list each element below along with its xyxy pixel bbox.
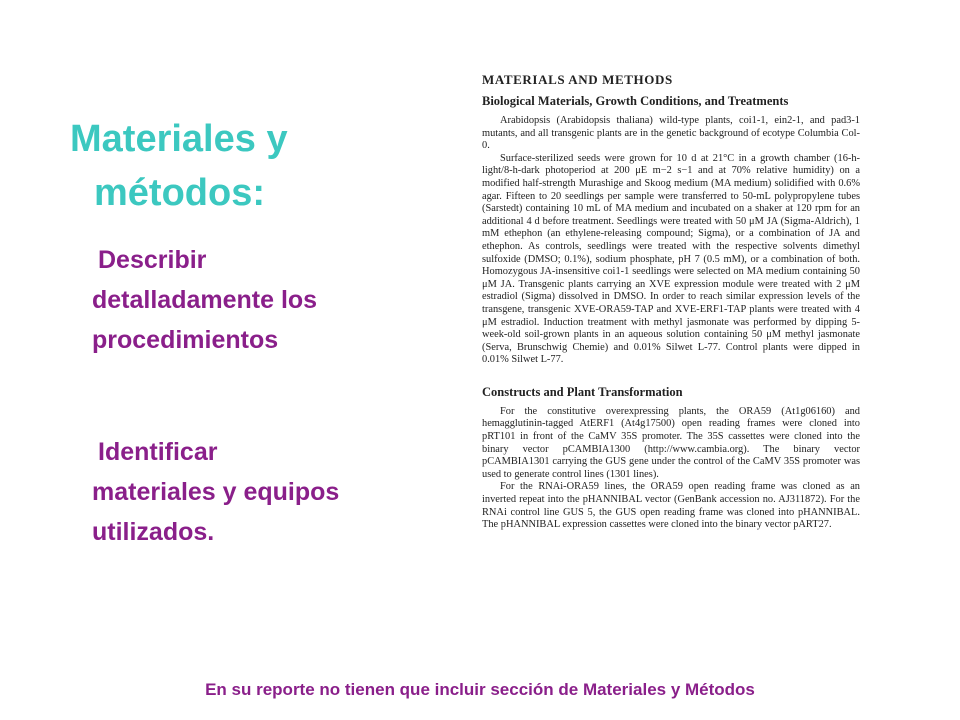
bullet-identify-line-2: materiales y equipos (92, 478, 340, 506)
paper-heading: MATERIALS AND METHODS (482, 72, 673, 87)
paper-section-1-title: Biological Materials, Growth Conditions, and Treatments (482, 94, 789, 108)
paper-section-1-paragraph-1: Arabidopsis (Arabidopsis thaliana) wild-type plants, coi1-1, ein2-1, and pad3-1 mutants, and all transgenic plants are in the genetic background of ecotype Columbia Col-0. (482, 115, 860, 152)
bullet-describe-line-3: procedimientos (92, 326, 279, 354)
paper-section-2-title: Constructs and Plant Transformation (482, 384, 683, 399)
bullet-identify (92, 432, 432, 552)
paper-section-2-paragraph-2: For the RNAi-ORA59 lines, the ORA59 open reading frame was cloned as an inverted repeat into the pHANNIBAL vector (GenBank accession no. AJ311872). For the RNAi control line GUS 5, the GUS open reading frame was cloned into pHANNIBAL. The pHANNIBAL expression cassettes were cloned into the binary vector pART27. (482, 481, 860, 531)
bullet-describe-line-2: detalladamente los (92, 286, 318, 314)
bullet-describe-line-1: Describir (98, 246, 207, 274)
bullet-identify-line-1: Identificar (98, 438, 218, 466)
title-line-1: Materiales y (70, 118, 288, 160)
slide-title (70, 112, 288, 220)
paper-section-2-paragraph-1: For the constitutive overexpressing plants, the ORA59 (At1g06160) and hemagglutinin-tagged AtERF1 (At4g17500) open reading frames were cloned into pRT101 in front of the CaMV 35S promoter. The 35S cassettes were cloned into the binary vector pCAMBIA1300 (http://www.cambia.org). The binary vector pCAMBIA1301 carrying the GUS gene under the control of the CaMV 35S promoter was used to generate control lines (1301 lines). (482, 405, 860, 480)
bullet-describe (92, 240, 432, 360)
footer-note: En su reporte no tienen que incluir sección de Materiales y Métodos (205, 680, 755, 699)
paper-excerpt (482, 72, 860, 634)
title-line-2: métodos: (94, 172, 265, 214)
bullet-identify-line-3: utilizados. (92, 518, 215, 546)
paper-section-1-paragraph-2: Surface-sterilized seeds were grown for 10 d at 21°C in a growth chamber (16-h-light/8-h-dark photoperiod at 200 μE m−2 s−1 and at 70% relative humidity) on a modified half-strength Murashige and Skoog medium (MA medium) solidified with 0.6% agar. Fifteen to 20 seedlings per sample were transferred to 50-mL polypropylene tubes (Sarstedt) containing 10 mL of MA medium and incubated on a shaker at 120 rpm for an additional 4 d before treatment. Seedlings were treated with 50 μM JA (Sigma-Aldrich), 1 mM ethephon (an ethylene-releasing compound; Sigma), or a combination of JA and ethephon. As controls, seedlings were treated with the respective solvents dimethyl sulfoxide (DMSO; 0.1%), sodium phosphate, pH 7 (0.5 mM), or a combination of both. Homozygous JA-insensitive coi1-1 seedlings were selected on MA medium containing 50 μM JA. Transgenic plants carrying an XVE expression module were treated with 2 μM estradiol (Sigma) dissolved in DMSO. In order to reach similar expression levels of the transgene, transgenic XVE-ORA59-TAP and XVE-ERF1-TAP plants were treated with 4 μM estradiol. Induction treatment with methyl jasmonate was performed by dipping 5-week-old soil-grown plants in an aqueous solution containing 50 μM methyl jasmonate (Serva, Brunschwig Chemie) and 0.01% Silwet L-77. Control plants were dipped in 0.01% Silwet L-77. (482, 152, 860, 366)
